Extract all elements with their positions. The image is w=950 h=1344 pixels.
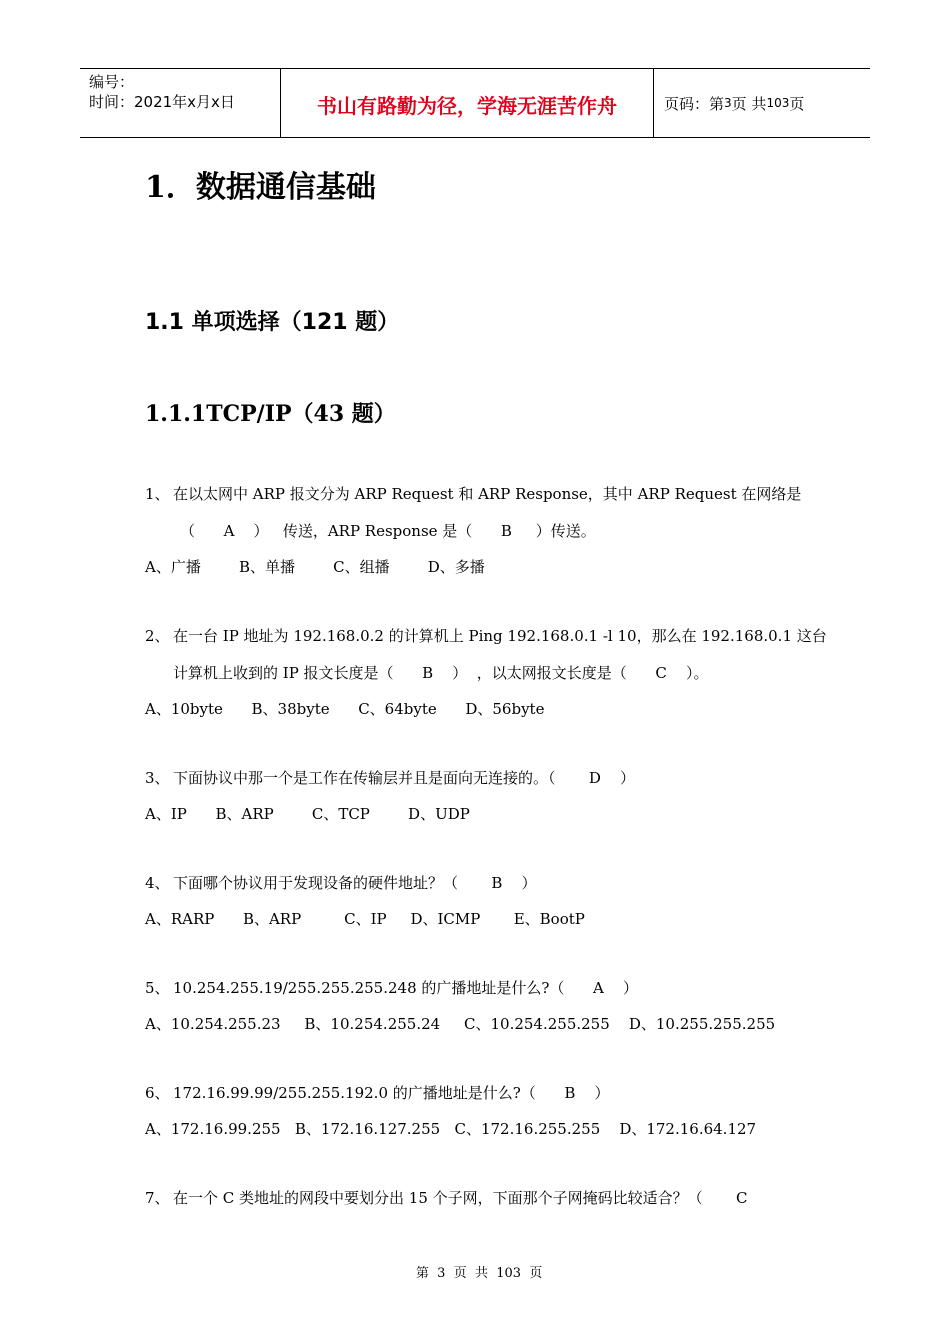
question-number: 6、 (145, 1084, 170, 1102)
question-number: 2、 (145, 627, 170, 645)
page-header (80, 68, 870, 138)
question-options: A、IP B、ARP C、TCP D、UDP (145, 805, 470, 823)
page-footer (0, 1247, 950, 1281)
chapter-title: 1．数据通信基础 (145, 170, 376, 205)
question-options: A、RARP B、ARP C、IP D、ICMP E、BootP (145, 910, 585, 928)
question-number: 4、 (145, 874, 170, 892)
header-page-prefix: 页码：第 (664, 94, 725, 113)
header-date-label: 时间：2021年x月x日 (89, 93, 235, 111)
section-title: 1.1 单项选择（121 题） (145, 310, 400, 335)
question-line: 在一台 IP 地址为 192.168.0.2 的计算机上 Ping 192.168.0.1 -l 10，那么在 192.168.0.1 这台 (173, 627, 827, 645)
header-page-num: 3 (724, 96, 732, 110)
header-page-suffix: 页 (789, 94, 805, 113)
header-page-cell (654, 69, 870, 137)
question-number: 7、 (145, 1189, 170, 1207)
question-line: 172.16.99.99/255.255.192.0 的广播地址是什么?（ B ） (173, 1084, 610, 1102)
question-number: 3、 (145, 769, 170, 787)
question-line: 在以太网中 ARP 报文分为 ARP Request 和 ARP Response，其中 ARP Request 在网络是 (173, 485, 802, 503)
question-line: 在一个 C 类地址的网段中要划分出 15 个子网，下面那个子网掩码比较适合？（ C (173, 1189, 748, 1207)
question-number: 1、 (145, 485, 170, 503)
header-meta-cell (80, 69, 281, 137)
question-options: A、172.16.99.255 B、172.16.127.255 C、172.16.255.255 D、172.16.64.127 (145, 1120, 757, 1138)
question-line: 10.254.255.19/255.255.255.248 的广播地址是什么?（ A ） (173, 979, 638, 997)
header-number-label: 编号： (89, 73, 135, 91)
question-options: A、10.254.255.23 B、10.254.255.24 C、10.254.255.255 D、10.255.255.255 (145, 1015, 776, 1033)
header-motto-cell (281, 69, 654, 137)
question-number: 5、 (145, 979, 170, 997)
header-page-total: 103 (766, 96, 790, 110)
question-options: A、广播 B、单播 C、组播 D、多播 (145, 558, 485, 576)
footer-page-info: 第 3 页 共 103 页 (415, 1266, 543, 1281)
question-line: 下面哪个协议用于发现设备的硬件地址？（ B ） (173, 874, 537, 892)
question-line: （ A ） 传送，ARP Response 是（ B ）传送。 (180, 522, 596, 540)
question-options: A、10byte B、38byte C、64byte D、56byte (145, 700, 545, 718)
header-page-mid: 页 共 (731, 94, 767, 113)
question-line: 计算机上收到的 IP 报文长度是（ B ） ，以太网报文长度是（ C ）。 (173, 664, 709, 682)
header-motto: 书山有路勤为径，学海无涯苦作舟 (317, 93, 617, 118)
subsection-title: 1.1.1TCP/IP（43 题） (145, 401, 396, 427)
question-line: 下面协议中那一个是工作在传输层并且是面向无连接的。（ D ） (173, 769, 635, 787)
